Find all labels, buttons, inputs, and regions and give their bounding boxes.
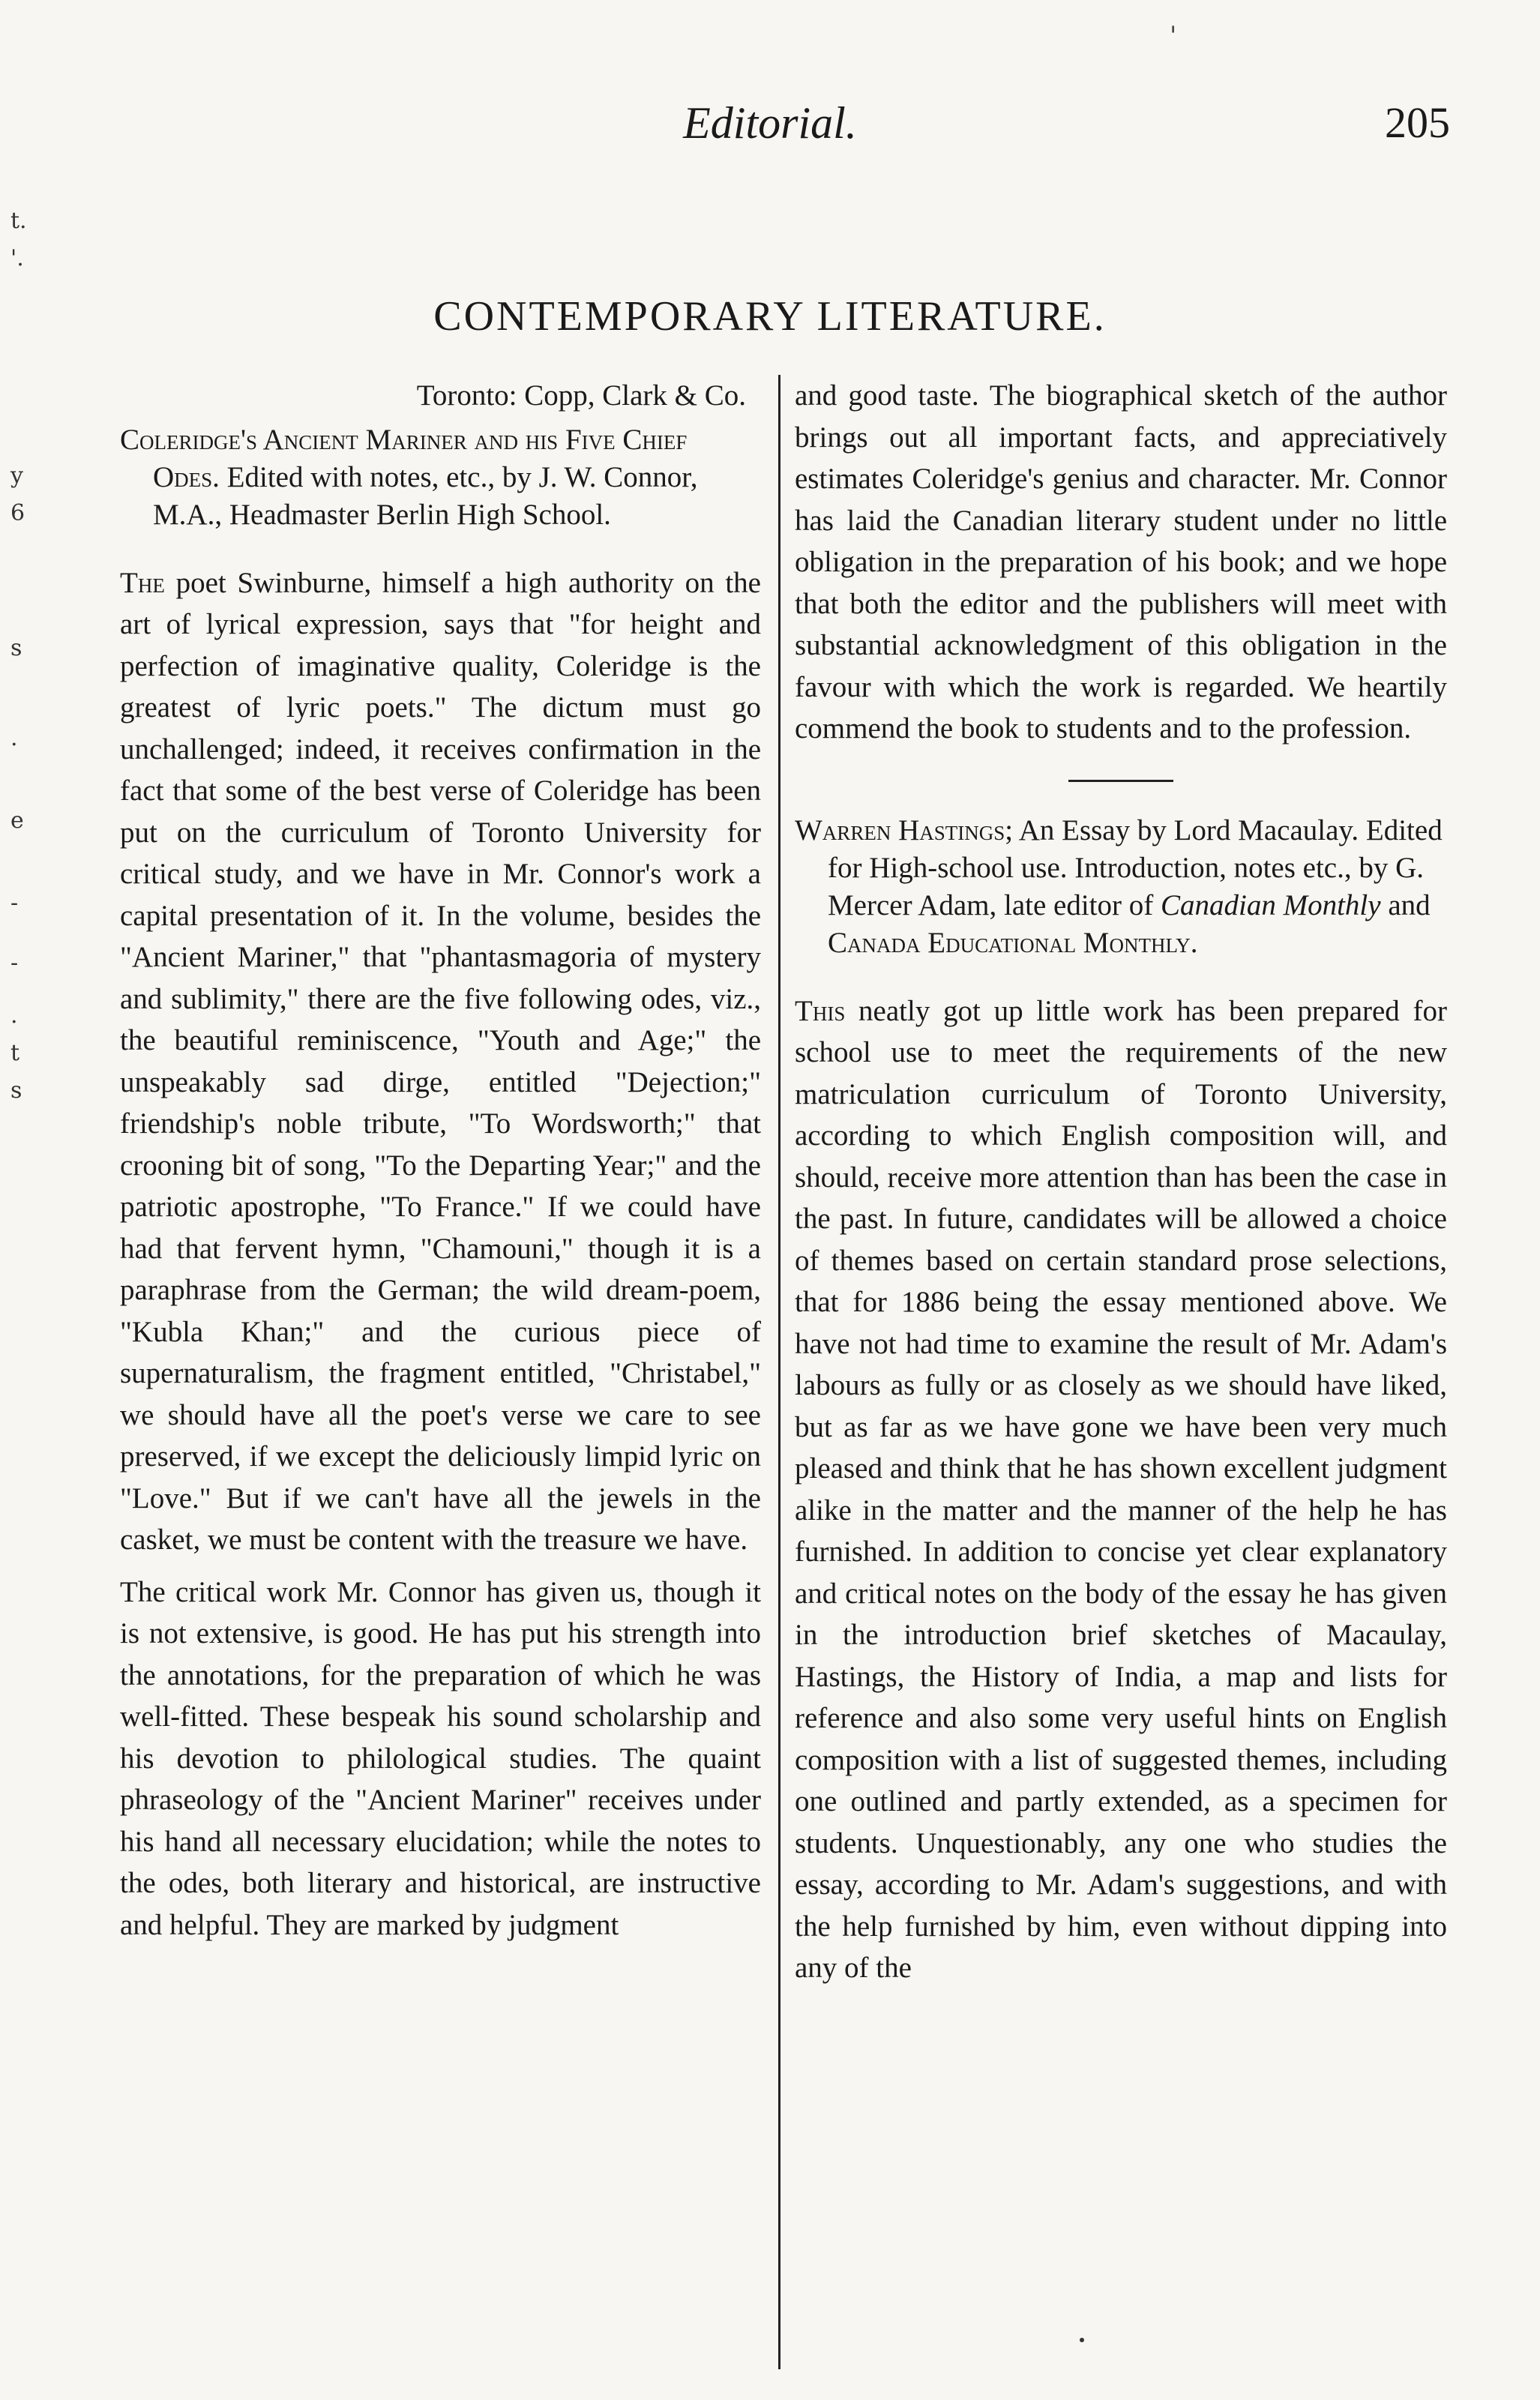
paragraph-lead: The: [120, 566, 165, 599]
margin-mark: s: [10, 635, 22, 661]
section-title: CONTEMPORARY LITERATURE.: [433, 293, 1107, 340]
margin-mark: .: [10, 725, 18, 751]
margin-mark: 6: [10, 500, 25, 526]
book-details: Edited with notes, etc., by J. W. Connor, M.A., Headmaster Berlin High School.: [153, 460, 698, 531]
book-entry-coleridge: [120, 421, 761, 534]
page-number: 205: [1385, 98, 1450, 147]
publisher-line: Toronto: Copp, Clark & Co.: [416, 379, 746, 412]
margin-mark: -: [10, 950, 19, 976]
magazine-title: Canadian Monthly: [1161, 888, 1381, 921]
paragraph-text: poet Swinburne, himself a high authority on the art of lyrical expression, says that "for height and perfection of imaginative quality, Coleridge is the greatest of lyric poets." The dictum must go unchallenged; indeed, it receives confirmation in the fact that some of the best verse of Coleridge has been put on the curriculum of Toronto University for critical study, and we have in Mr. Connor's work a capital presentation of it. In the volume, besides the "Ancient Mariner," that "phantasmagoria of mystery and sublimity," there are the five following odes, viz., the beautiful reminiscence, "Youth and Age;" the unspeakably sad dirge, entitled "Dejection;" friendship's noble tribute, "To Wordsworth;" that crooning bit of song, "To the Departing Year;" and the patriotic apostrophe, "To France." If we could have had that fervent hymn, "Chamouni," though it is a paraphrase from the German; the wild dream-poem, "Kubla Khan;" and the curious piece of supernaturalism, the fragment entitled, "Christabel," we should have all the poet's verse we care to see preserved, if we except the deliciously limpid lyric on "Love." But if we can't have all the jewels in the casket, we must be content with the treasure we have.: [120, 566, 761, 1556]
book-title: Coleridge's Ancient Mariner and his Five Chief Odes.: [120, 423, 688, 493]
margin-mark: s: [10, 1077, 22, 1104]
left-column: [120, 375, 761, 1956]
running-head: [0, 97, 1540, 157]
paragraph-lead: This: [795, 994, 846, 1027]
column-divider: [778, 375, 780, 2369]
footer-dot: [1080, 2338, 1084, 2342]
right-column: [795, 375, 1447, 2000]
review-paragraph: The critical work Mr. Connor has given us, though it is not extensive, is good. He has put his strength into the annotations, for the preparation of which he was well-fitted. These bespeak his sound scholarship and his devotion to philological studies. The quaint phraseology of the "Ancient Mariner" receives under his hand all necessary elucidation; while the notes to the odes, both literary and historical, are instructive and helpful. They are marked by judgment: [120, 1575, 761, 1941]
section-divider: [1068, 780, 1173, 782]
margin-mark: .: [10, 1002, 18, 1029]
review-paragraph: [795, 990, 1447, 1989]
margin-mark: '.: [10, 245, 24, 271]
review-paragraph: [120, 562, 761, 1561]
book-details-joiner: and: [1380, 888, 1431, 921]
margin-mark: y: [10, 463, 23, 489]
margin-mark: t: [10, 1040, 20, 1066]
magazine-title-2: Canada Educational Monthly.: [828, 926, 1198, 959]
margin-mark: ': [1170, 21, 1177, 51]
book-details: An Essay by Lord Macaulay. Edited for High-school use. Introduction, notes etc., by G. Mercer Adam, late editor of: [828, 813, 1443, 921]
book-title: Warren Hastings;: [795, 813, 1014, 846]
margin-mark: -: [10, 890, 19, 916]
paragraph-text: neatly got up little work has been prepared for school use to meet the requirements of the new matriculation curriculum of Toronto University, according to which English composition will, and should, receive more attention than has been the case in the past. In future, candidates will be allowed a choice of themes based on certain standard prose selections, that for 1886 being the essay mentioned above. We have not had time to examine the result of Mr. Adam's labours as fully or as closely as we should have liked, but as far as we have gone we have been very much pleased and think that he has shown excellent judgment alike in the matter and the manner of the help he has furnished. In addition to concise yet clear explanatory and critical notes on the body of the essay he has given in the introduction brief sketches of Macaulay, Hastings, the History of India, a map and lists for reference and also some very useful hints on English composition with a list of suggested themes, including one outlined and partly extended, as a specimen for students. Unquestionably, any one who studies the essay, according to Mr. Adam's suggestions, and with the help furnished by him, even without dipping into any of the: [795, 994, 1447, 1984]
running-title: Editorial.: [683, 98, 857, 148]
book-entry-hastings: [795, 812, 1447, 962]
margin-mark: e: [10, 807, 24, 834]
margin-mark: t.: [10, 208, 27, 234]
review-paragraph-continued: and good taste. The biographical sketch of the author brings out all important facts, and appreciatively estimates Coleridge's genius and character. Mr. Connor has laid the Canadian literary student under no little obligation in the preparation of his book; and we hope that both the editor and the publishers will meet with substantial acknowledgment of this obligation in the favour with which the work is regarded. We heartily commend the book to students and to the profession.: [795, 379, 1447, 745]
